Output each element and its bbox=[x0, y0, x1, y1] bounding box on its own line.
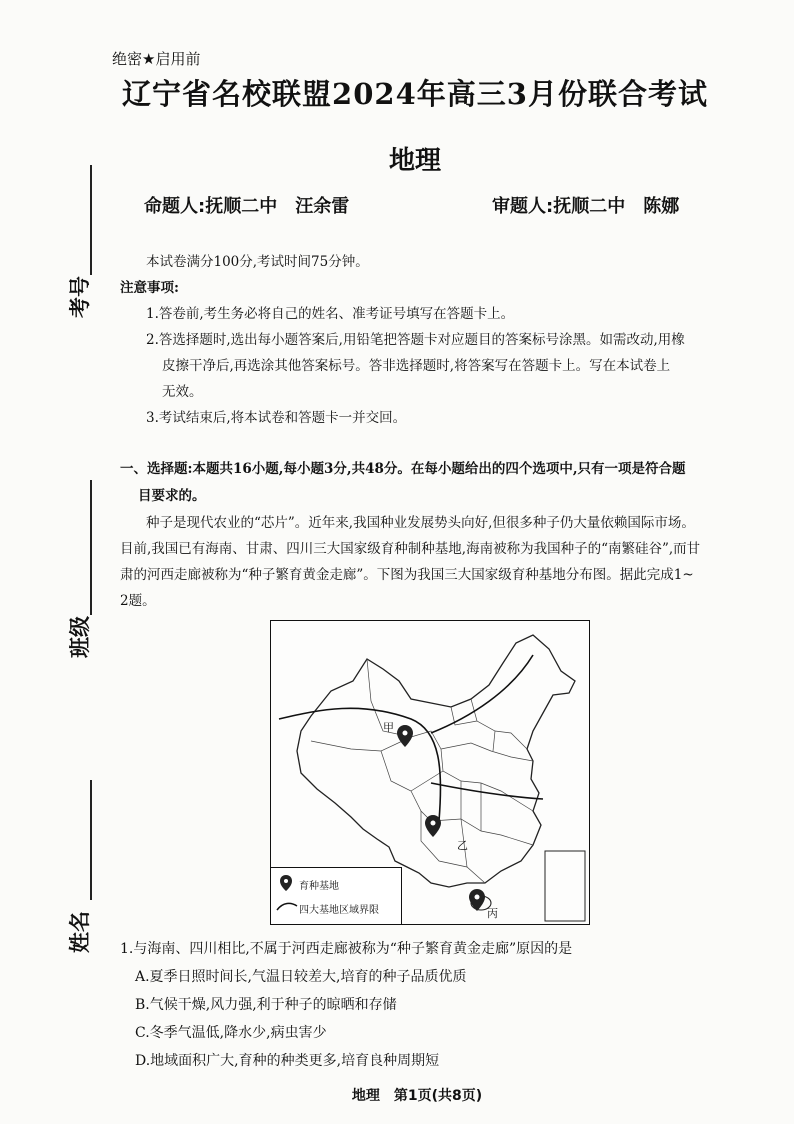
legend-pin-icon bbox=[279, 874, 293, 892]
passage-line: 目前,我国已有海南、甘肃、四川三大国家级育种制种基地,海南被称为我国种子的“南繁硅谷”,而甘 bbox=[120, 541, 701, 557]
class-label: 班级 bbox=[68, 616, 92, 658]
note-item: 1.答卷前,考生务必将自己的姓名、准考证号填写在答题卡上。 bbox=[146, 306, 515, 322]
map-legend bbox=[271, 867, 402, 924]
question-1-stem: 1.与海南、四川相比,不属于河西走廊被称为“种子繁育黄金走廊”原因的是 bbox=[120, 941, 573, 957]
question-1-option-a: A.夏季日照时间长,气温日较差大,培育的种子品质优质 bbox=[135, 969, 467, 985]
page-footer: 地理 第1页(共8页) bbox=[351, 1088, 483, 1104]
legend-boundary-label: 四大基地区域界限 bbox=[299, 905, 379, 916]
passage-line: 2题。 bbox=[120, 593, 156, 609]
map-label-jia: 甲 bbox=[383, 721, 394, 734]
section-title-cont: 目要求的。 bbox=[138, 488, 206, 504]
exam-title: 辽宁省名校联盟2024年高三3月份联合考试 bbox=[122, 77, 708, 111]
reviewer-line: 审题人:抚顺二中 陈娜 bbox=[492, 196, 680, 217]
map-label-bing: 丙 bbox=[487, 907, 498, 920]
note-item: 皮擦干净后,再选涂其他答案标号。答非选择题时,将答案写在答题卡上。写在本试卷上 bbox=[162, 358, 671, 374]
passage-line: 肃的河西走廊被称为“种子繁育黄金走廊”。下图为我国三大国家级育种基地分布图。据此完成1~ bbox=[120, 567, 694, 583]
intro-text: 本试卷满分100分,考试时间75分钟。 bbox=[146, 254, 369, 270]
legend-base-label: 育种基地 bbox=[299, 881, 339, 892]
class-line bbox=[90, 480, 92, 615]
passage-line: 种子是现代农业的“芯片”。近年来,我国种业发展势头向好,但很多种子仍大量依赖国际市场。 bbox=[146, 515, 695, 531]
south-china-sea-inset bbox=[545, 851, 585, 921]
pin-jia-icon bbox=[397, 725, 413, 747]
pin-yi-icon bbox=[425, 815, 441, 837]
china-breeding-base-map bbox=[270, 620, 590, 925]
question-1-option-b: B.气候干燥,风力强,利于种子的晾晒和存储 bbox=[135, 997, 397, 1013]
boundary-line-west bbox=[279, 708, 441, 821]
exam-no-line bbox=[90, 165, 92, 275]
name-label: 姓名 bbox=[68, 911, 92, 953]
note-item: 3.考试结束后,将本试卷和答题卡一并交回。 bbox=[146, 410, 407, 426]
exam-no-label: 考号 bbox=[68, 276, 92, 318]
question-1-option-d: D.地域面积广大,育种的种类更多,培育良种周期短 bbox=[135, 1053, 440, 1069]
legend-boundary-icon bbox=[275, 900, 299, 912]
note-item: 2.答选择题时,选出每小题答案后,用铅笔把答题卡对应题目的答案标号涂黑。如需改动,用橡 bbox=[146, 332, 685, 348]
name-line bbox=[90, 780, 92, 900]
china-border bbox=[297, 635, 575, 887]
note-item: 无效。 bbox=[162, 384, 203, 400]
author-line: 命题人:抚顺二中 汪余雷 bbox=[144, 196, 350, 217]
boundary-line-northeast bbox=[431, 655, 533, 733]
confidential-label: 绝密★启用前 bbox=[112, 50, 201, 68]
map-label-yi: 乙 bbox=[457, 839, 468, 852]
subject-title: 地理 bbox=[388, 146, 441, 176]
notes-title: 注意事项: bbox=[120, 280, 179, 296]
pin-bing-icon bbox=[469, 889, 485, 911]
question-1-option-c: C.冬季气温低,降水少,病虫害少 bbox=[135, 1025, 327, 1041]
section-title: 一、选择题:本题共16小题,每小题3分,共48分。在每小题给出的四个选项中,只有一项是符合题 bbox=[120, 461, 686, 477]
